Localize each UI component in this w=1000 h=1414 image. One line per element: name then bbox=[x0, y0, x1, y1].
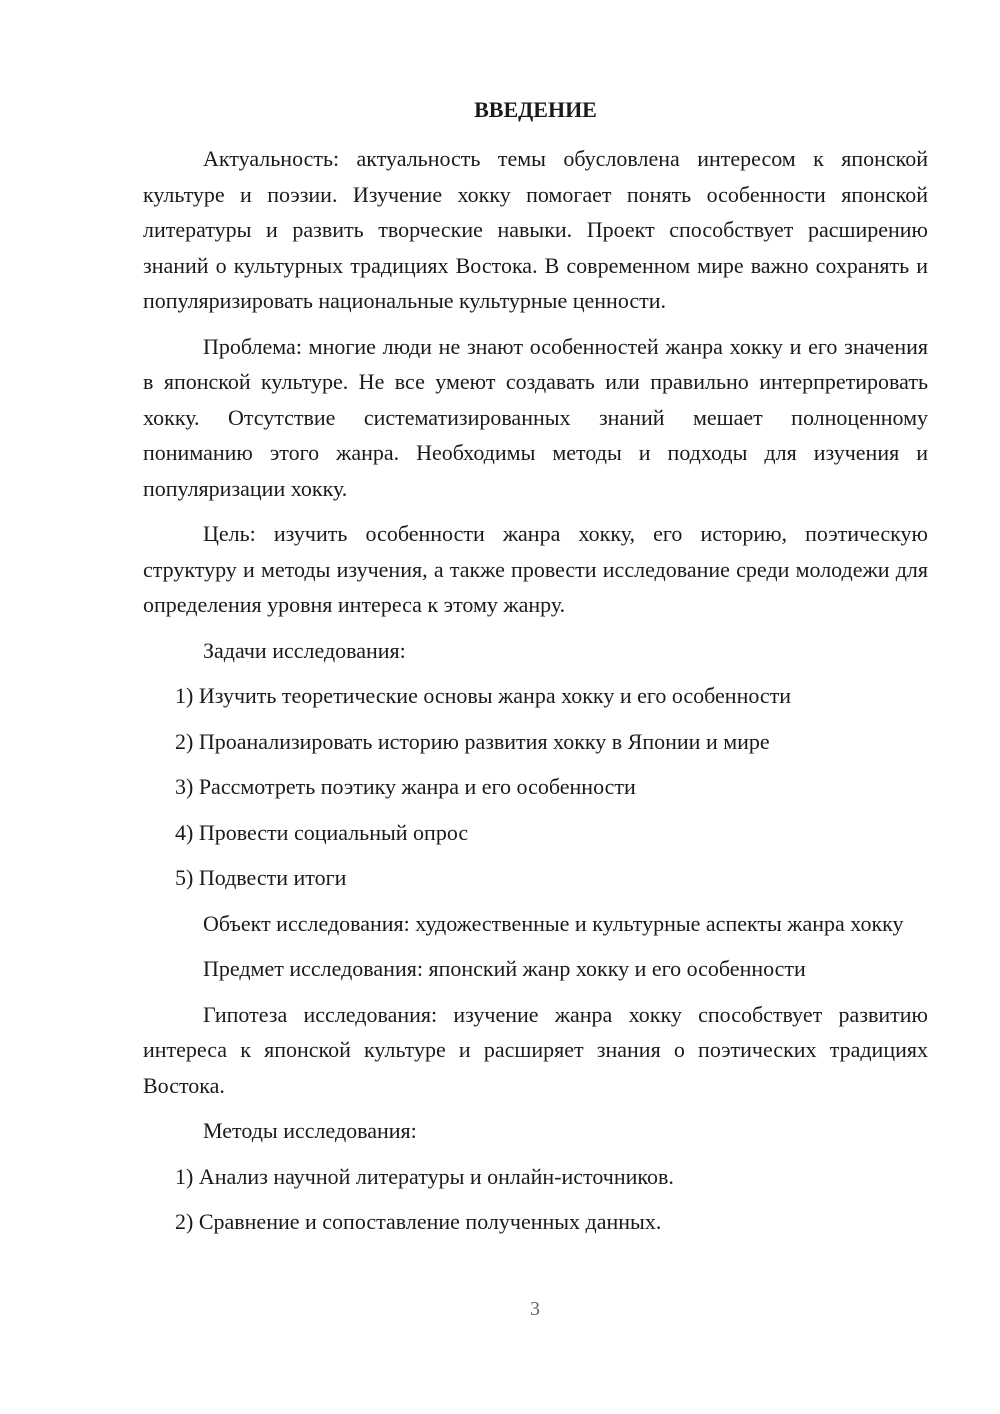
task-item: 3) Рассмотреть поэтику жанра и его особенности bbox=[175, 774, 636, 799]
document-page bbox=[143, 93, 928, 1250]
section-title: ВВЕДЕНИЕ bbox=[474, 97, 597, 122]
task-item: 5) Подвести итоги bbox=[175, 865, 347, 890]
paragraph-object: Объект исследования: художественные и культурные аспекты жанра хокку bbox=[203, 910, 904, 936]
method-item: 2) Сравнение и сопоставление полученных данных. bbox=[175, 1209, 662, 1234]
paragraph-subject: Предмет исследования: японский жанр хокку и его особенности bbox=[203, 956, 806, 981]
paragraph-problem: Проблема: многие люди не знают особенностей жанра хокку и его значения в японской культуре. Не все умеют создавать или правильно интерпретировать хокку. Отсутствие систематизированных знаний мешает полноценному пониманию этого жанра. Необходимы методы и подходы для изучения и популяризации хокку. bbox=[143, 333, 928, 501]
method-item: 1) Анализ научной литературы и онлайн-источников. bbox=[175, 1163, 674, 1189]
paragraph-relevance: Актуальность: актуальность темы обусловлена интересом к японской культуре и поэзии. Изучение хокку помогает понять особенности японской литературы и развить творческие навыки. Проект способствует расширению знаний о культурных традициях Востока. В современном мире важно сохранять и популяризировать национальные культурные ценности. bbox=[143, 146, 928, 313]
methods-heading: Методы исследования: bbox=[203, 1118, 417, 1143]
page-number: 3 bbox=[530, 1298, 540, 1320]
task-item: 4) Провести социальный опрос bbox=[175, 819, 469, 845]
task-item: 1) Изучить теоретические основы жанра хокку и его особенности bbox=[175, 683, 792, 708]
task-item: 2) Проанализировать историю развития хокку в Японии и мире bbox=[175, 728, 770, 754]
tasks-heading: Задачи исследования: bbox=[203, 637, 406, 663]
paragraph-hypothesis: Гипотеза исследования: изучение жанра хокку способствует развитию интереса к японской культуре и расширяет знания о поэтических традициях Востока. bbox=[143, 1001, 928, 1098]
paragraph-goal: Цель: изучить особенности жанра хокку, его историю, поэтическую структуру и методы изучения, а также провести исследование среди молодежи для определения уровня интереса к этому жанру. bbox=[143, 521, 928, 617]
